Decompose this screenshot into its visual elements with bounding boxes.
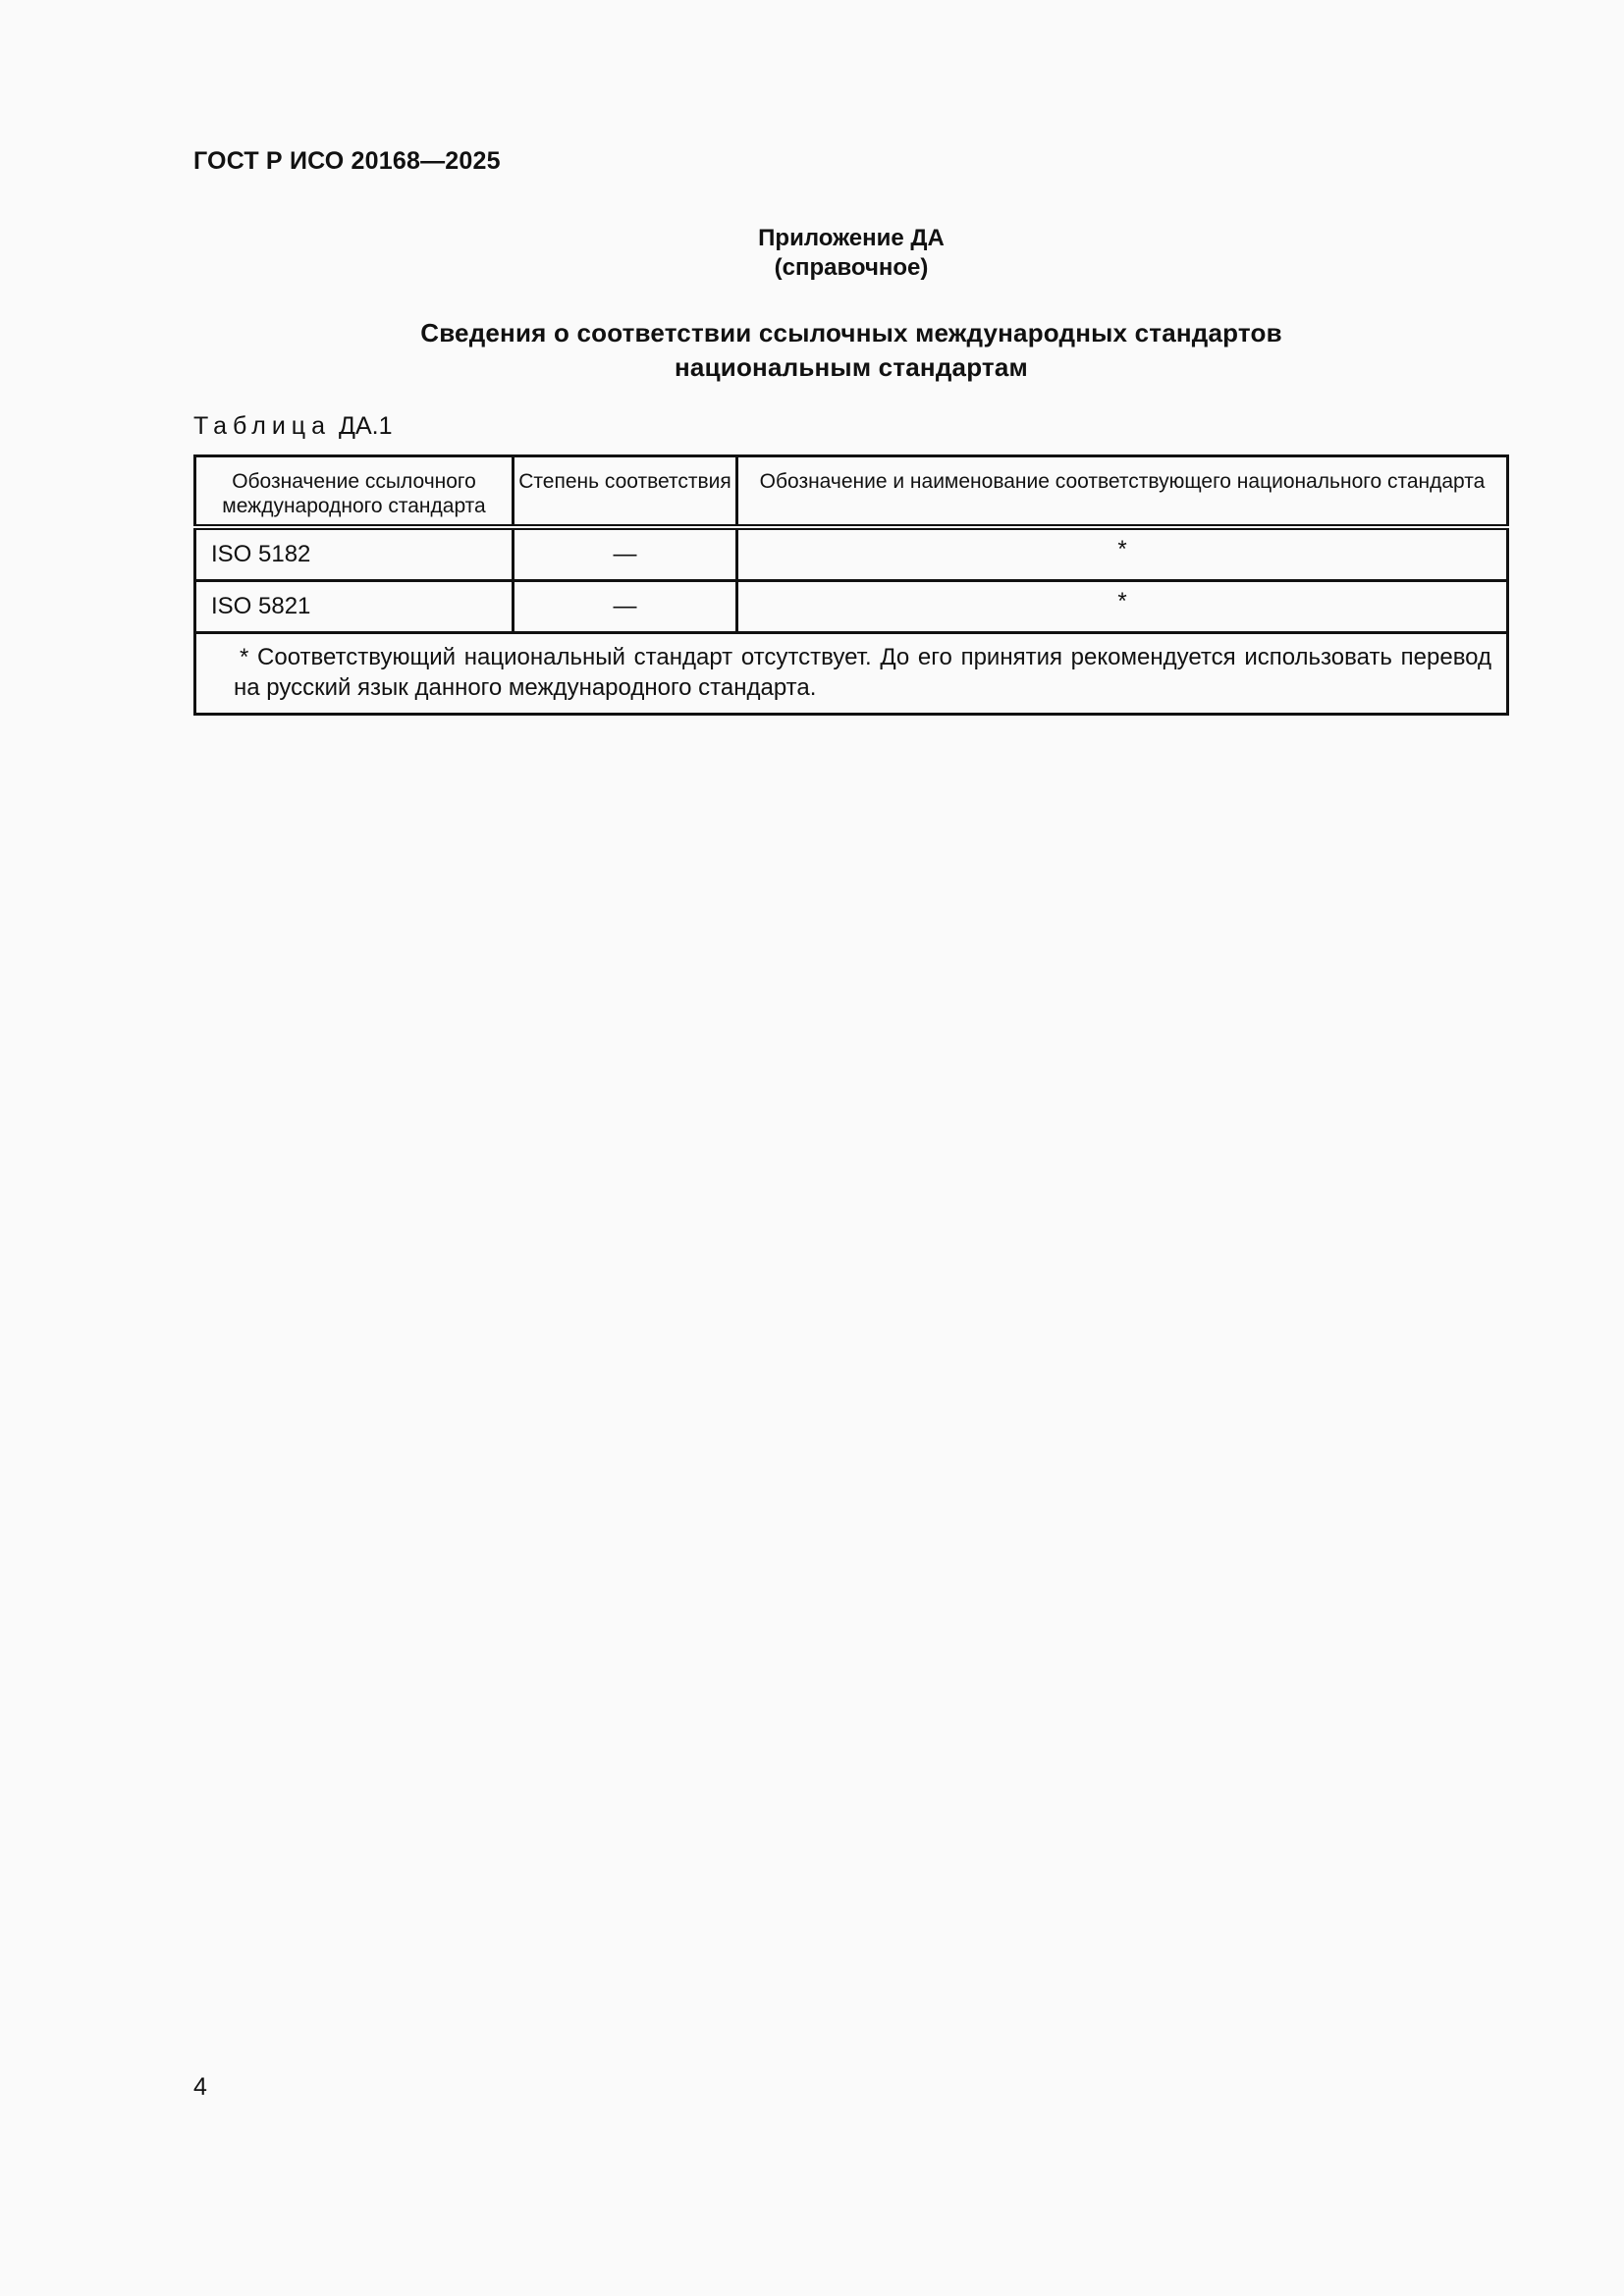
table-row	[195, 527, 1508, 581]
annex-label: Приложение ДА	[758, 225, 945, 251]
annex-title-line-1: Сведения о соответствии ссылочных международных стандартов	[420, 318, 1282, 347]
cell-national: *	[737, 581, 1508, 633]
document-code: ГОСТ Р ИСО 20168—2025	[193, 147, 501, 175]
annex-kind: (справочное)	[774, 254, 929, 281]
column-header-degree: Степень соответствия	[514, 456, 737, 528]
table-footnote-row	[195, 633, 1508, 715]
annex-title-line-2: национальным стандартам	[675, 352, 1028, 382]
cell-degree: —	[514, 527, 737, 581]
table-caption-word: Таблица	[193, 412, 332, 440]
column-header-reference: Обозначение ссылочного международного стандарта	[195, 456, 514, 528]
cell-reference: ISO 5182	[195, 527, 514, 581]
table-footnote: * Соответствующий национальный стандарт отсутствует. До его принятия рекомендуется использовать перевод на русский язык данного международного стандарта.	[195, 633, 1508, 715]
reference-table	[193, 454, 1509, 716]
annex-title	[193, 316, 1509, 385]
table-row	[195, 581, 1508, 633]
page-number: 4	[193, 2073, 207, 2101]
cell-reference: ISO 5821	[195, 581, 514, 633]
cell-national: *	[737, 527, 1508, 581]
annex-heading	[193, 224, 1509, 283]
table-caption	[193, 412, 393, 441]
table-header-row	[195, 456, 1508, 528]
cell-degree: —	[514, 581, 737, 633]
column-header-national: Обозначение и наименование соответствующего национального стандарта	[737, 456, 1508, 528]
table-caption-number: ДА.1	[339, 412, 393, 440]
